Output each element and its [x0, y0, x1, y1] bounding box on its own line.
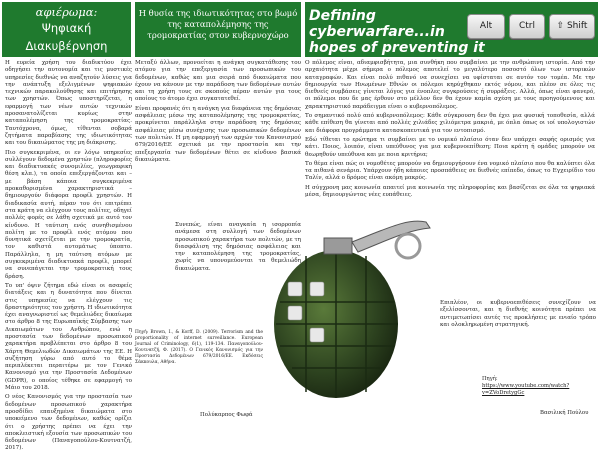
paragraph: Το σημαντικό πολύ από κυβερνοπόλεμος: Κάθε σύγκρουση δεν θα έχει μια φυσική τοποθεσία, αλλά κάθε επίθεση θα γίνεται από πολλές χιλιάδες χιλιόμετρα μακριά, με όπλα όπως οι ιοί υπολογιστών και διάφορα προγράμματα κατασκοπευτικά για τον εντοπισμό.: [305, 113, 595, 134]
column-middle: [135, 60, 301, 220]
author-left: Πολύκαρπος Φωφά: [200, 412, 253, 418]
section-title-line2: Διακυβέρνηση: [25, 39, 108, 53]
paragraph: Το υπ' όψιν ζήτημα εδώ είναι οι ασαφείς διατάξεις και η δυνατότητα που δίνεται στις υπηρεσίες να ελέγχουν τις δραστηριότητες του χρήστη. Η ιδιωτικότητα έχει αναγνωριστεί ως θεμελιώδες δικαίωμα στο άρθρο 8 της Ευρωπαϊκής Σύμβασης των Δικαιωμάτων του Ανθρώπου, ενώ η προστασία των δεδομένων προσωπικού χαρακτήρα προβλέπεται στο άρθρο 8 του Χάρτη Θεμελιωδών Δικαιωμάτων της ΕΕ. Η συζήτηση γύρω από αυτό το θέμα περιπλέκεται περαιτέρω με τον Γενικό Κανονισμό για την Προστασία Δεδομένων (GDPR), ο οποίος τέθηκε σε εφαρμογή το Μάιο του 2018.: [5, 282, 132, 392]
source-block: [482, 376, 598, 397]
paragraph: Μεταξύ άλλων, προνοείται η ανάγκη συγκατάθεσης του ατόμου για την επεξεργασία των προσωπικών του δεδομένων, καθώς και μια σειρά από δικαιώματα που έχουν να κάνουν με την παράδοση των δεδομένων αυτών και τη χρήση τους σε σκοπούς πέραν αυτών για τους οποίους το άτομο έχει συγκατατεθεί.: [135, 60, 301, 103]
shift-key: ⇧ Shift: [549, 14, 595, 39]
paragraph: Είναι προφανές ότι η ανάγκη για διαφάνεια της δημόσιας ασφάλειας μέσω της καταπολέμησης της τρομοκρατίας, προκρίνεται παράλληλα στην παράδοση της δημόσιας ασφάλειας μέσω συνέχισης των προσωπικών δεδομένων των πολιτών. Η μη εφαρμογή των αρχών του Κανονισμού 679/2016/ΕΕ σχετικά με την προστασία και την επεξεργασία των δεδομένων θέτει σε κίνδυνο βασικά δικαιώματα.: [135, 105, 301, 163]
paragraph: Η σύγχρονη μας κοινωνία απαιτεί μια κοινωνία της πληροφορίας και βασίζεται σε όλα τα ψηφιακά μέσα, δημιουργώντας νέες ευπάθειες.: [305, 184, 595, 199]
banner-line3: hopes of preventing it: [309, 40, 485, 56]
author-right: Βασιλική Πούλου: [540, 410, 589, 416]
article-title: Η θυσία της ιδιωτικότητας στο βωμό της καταπολέμησης της τρομοκρατίας στον κυβερνοχώρο: [138, 8, 298, 40]
source-link[interactable]: https://www.youtube.com/watch?v=ZVoDretygGc: [482, 383, 570, 396]
alt-key: Alt: [467, 14, 505, 39]
shift-key-label: Shift: [566, 21, 588, 31]
banner-line2: cyberwarfare...in: [309, 24, 445, 40]
section-tag: αφιέρωμα:: [35, 5, 98, 19]
paragraph: Το θέμα είναι πώς οι νομοθέτες μπορούν να δημιουργήσουν ένα νομικό πλαίσιο που θα καλύπτει όλα τα πιθανά σενάρια. Υπάρχουν ήδη κάποιες προσπάθειες σε διεθνές επίπεδο, όπως το Εγχειρίδιο του Ταλίν, αλλά ο δρόμος είναι ακόμη μακρύς.: [305, 160, 595, 182]
article-title-box: [135, 2, 301, 57]
paragraph: Πιο συγκεκριμένα, οι εν λόγω υπηρεσίες συλλέγουν δεδομένα χρηστών (πληροφορίες και διαδικτυακές συνομιλίες, γεωγραφική θέση κλπ.), τα οποία επεξεργάζονται και – με βάση κάποια συγκεκριμένα προκαθορισμένα χαρακτηριστικά – δημιουργούν διάφορα προφίλ χρηστών. Η διαδικασία αυτή, πέραν του ότι επιτρέπει στα κράτη να ελέγχουν τους πολίτες, οδηγεί πολλές φορές σε λάθη σχετικά με αυτό τον κίνδυνο. Η ταύτιση ενός συνηθισμένου πολίτη με το προφίλ ενός ατόμου που δυνητικά σχετίζεται με την τρομοκρατία, τον καθιστά αυτομάτως ύποπτο. Παράλληλα, η μη ταύτιση ατόμων με συγκεκριμένα διαδικτυακά προφίλ, μπορεί να συνεπάγεται την τρομοκρατική τους δράση.: [5, 149, 132, 280]
section-header: [2, 2, 131, 57]
grenade-icon: [274, 221, 430, 398]
paragraph: Ο νέος Κανονισμός για την προστασία των δεδομένων προσωπικού χαρακτήρα προσδίδει επαυξημένα δικαιώματα στο υποκείμενο των δεδομένων, καθώς ορίζει ότι ο χρήστης πρέπει να έχει την αποκλειστική εξουσία των προσωπικών του δεδομένων (Παναγοπούλου-Κουτνατζή, 2017).: [5, 394, 132, 452]
source-label: Πηγή:: [482, 376, 498, 382]
column-right-continued: [440, 300, 596, 368]
paragraph: Η ευρεία χρήση του διαδικτύου έχει οδηγήσει την αυτονομία και τις μυστικές υπηρεσίες διεθνώς να αναζητούν λύσεις για την ανάπτυξη εξελιγμένων ψηφιακών τεχνικών παρακολούθησης και επιτήρησης των χρηστών. Όπως υποστηρίζεται, η εφαρμογή των νέων αυτών τεχνικών προσανατολίζεται κυρίως στην καταπολέμηση της τρομοκρατίας. Ταυτόχρονα, όμως, τίθενται σοβαρά ζητήματα παραβίασης της ιδιωτικότητας και του δικαιώματος της μη διάκρισης.: [5, 60, 132, 147]
references: Πηγή: Brown, I., & Korff, D. (2009). Terrorism and the proportionality of internet surveillance. European Journal of Criminology, 6(1), 119-134. Παναγοπούλου-Κουτνατζή, Φ. (2017). Ο Γενικός Κανονισμός για την Προστασία Δεδομένων 679/2016/ΕΕ. Εκδόσεις Σάκκουλα, Αθήνα.: [135, 330, 263, 365]
grenade-keyboard-image: [258, 212, 444, 412]
section-title-line1: Ψηφιακή: [41, 21, 92, 35]
column-left: [5, 60, 132, 452]
paragraph: Συνεπώς, είναι αναγκαία η ισορροπία ανάμεσα στη συλλογή των δεδομένων προσωπικού χαρακτήρα των πολιτών, με τη διασφάλιση της δημόσιας ασφάλειας και την καταπολέμηση της τρομοκρατίας, χωρίς να υπονομεύονται τα θεμελιώδη δικαιώματα.: [175, 222, 301, 272]
paragraph: Εδώ τίθεται το ερώτημα τι συμβαίνει με το νομικό πλαίσιο όταν δεν υπάρχει σαφής ορισμός για κάτι. Ποιος, λοιπόν, είναι υπεύθυνος για μια κυβερνοεπίθεση; Ποια κράτη ή ομάδες μπορούν να θεωρηθούν υπεύθυνα και με ποια κριτήρια;: [305, 136, 595, 158]
paragraph: Επιπλέον, οι κυβερνοεπιθέσεις συνεχίζουν να εξελίσσονται, και η διεθνής κοινότητα πρέπει να αντιμετωπίσει αυτές τις προκλήσεις με ενιαίο τρόπο και ολοκληρωμένη στρατηγική.: [440, 300, 596, 328]
paragraph: Ο πόλεμος είναι, αδιαμφισβήτητα, μια συνθήκη που συμβαίνει με την ανθρώπινη ιστορία. Από την αρχαιότητα μέχρι σήμερα ο πόλεμος αποτελεί το μεγαλύτερο ποσοστό όλων των ιστορικών καταγραφών. Και είναι πολύ πιθανό να συνεχίσει να υφίσταται σε αυτόν τον τομέα. Με την δημιουργία των Ηνωμένων Εθνών οι πόλεμοι κηρύχθηκαν εκτός νόμου, και πλέον σε όλες τις διεθνείς συμβάσεις γίνεται λόγος για ένοπλες συγκρούσεις ή συρράξεις. Αλλά, όπως είναι φανερό, οι πόλεμοι που δε μας έρθουν στο μέλλον δεν θα έχουν καμία σχέση με τους προηγούμενους και χαρακτηριστικό παράδειγμα είναι ο κυβερνοπόλεμος.: [305, 60, 595, 110]
ctrl-key: Ctrl: [509, 14, 545, 39]
banner-line1: Defining: [309, 8, 376, 24]
